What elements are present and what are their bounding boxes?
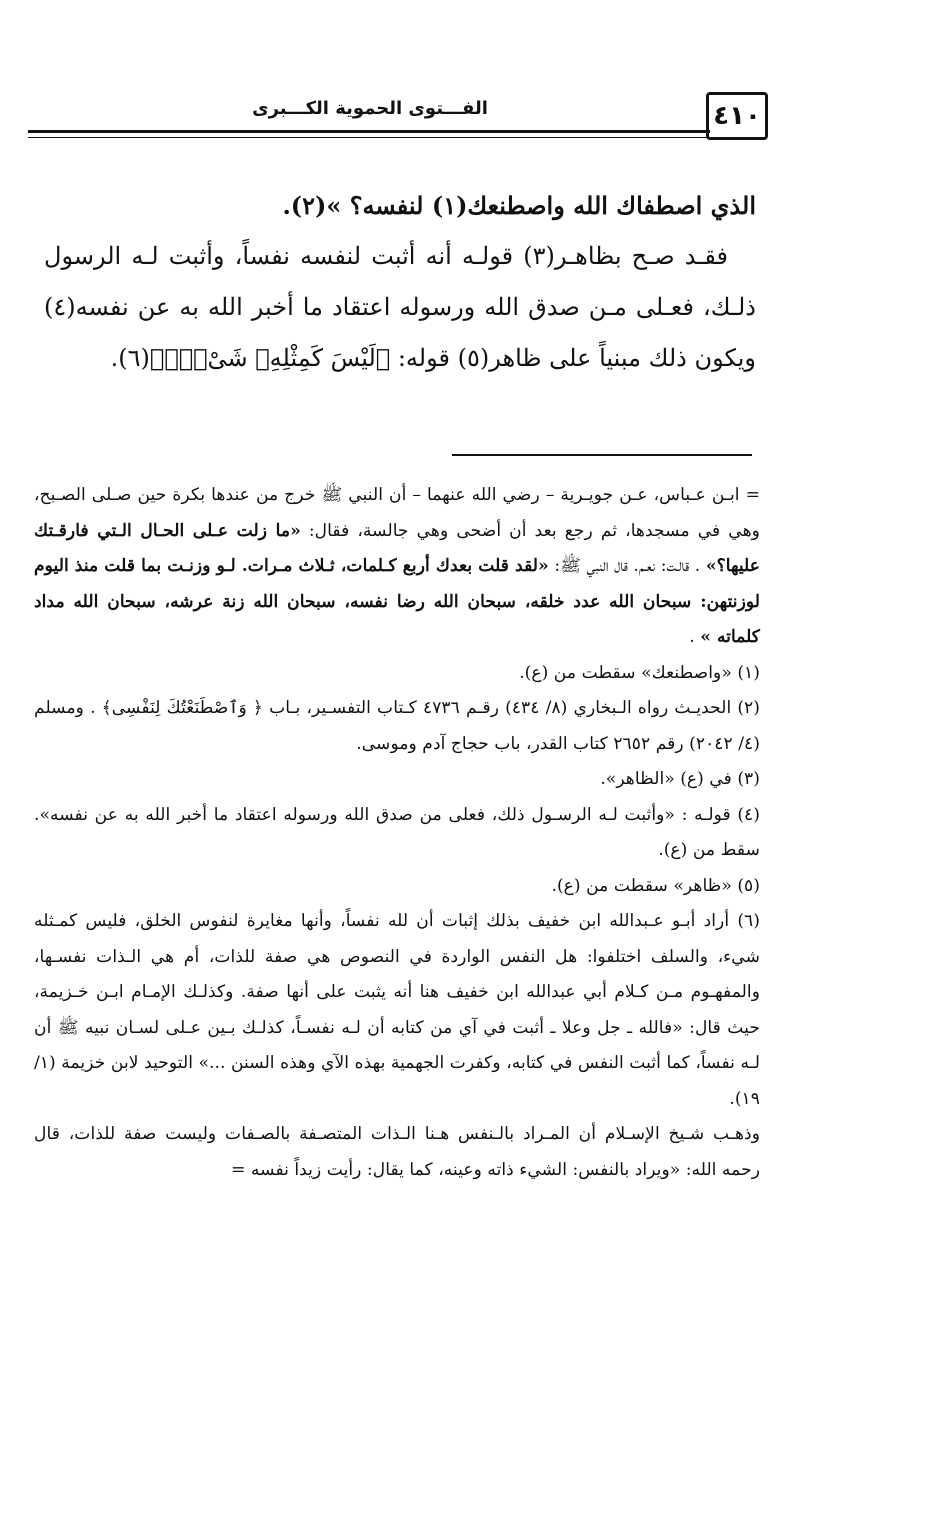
footnote-4: (٤) قولـه : «وأثبت لـه الرسـول ذلك، فعلى من صدق الله ورسوله اعتقاد ما أخبر الله به عن نفسه». سقط من (ع). (34, 804, 760, 860)
footnote-continuation-text-2: . قالـت: نعـم. قال النبي ﷺ: (548, 556, 706, 576)
page-number: ٤١٠ (706, 92, 768, 140)
footnote-1: (١) «واصطنعك» سقطت من (ع). (519, 662, 760, 683)
footnote-3: (٣) في (ع) «الظاهر». (600, 769, 760, 789)
footnotes (34, 478, 760, 1188)
footnote-continuation-quote-2: «لقد قلت بعدك أربع كـلمات، ثـلاث مـرات. لـو وزنـت بما قلت منذ اليوم لوزنتهن: سبحان الله عدد خلقه، سبحان الله رضا نفسه، سبحان الله زنة عرشه، سبحان الله مداد كلماته » (34, 556, 760, 647)
main-paragraph-2: فقـد صـح بظاهـر(٣) قولـه أنه أثبت لنفسه نفساً، وأثبت لـه الرسول ذلـك، فعـلى مـن صدق الله ورسوله اعتقاد ما أخبر الله به عن نفسه(٤) ويكون ذلك مبنياً على ظاهر(٥) قوله: ﴿لَيْسَ كَمِثْلِهِۦ شَىْءٌۭ﴾(٦). (44, 242, 756, 372)
main-text (44, 180, 756, 384)
header-rule-thick (28, 130, 710, 133)
footnote-continuation-quote-1: «ما زلت عـلى الحـال الـتي فارقـتك عليها؟» (34, 520, 760, 576)
footnote-5: (٥) «ظاهر» سقطت من (ع). (551, 875, 760, 896)
footnote-separator (452, 454, 752, 456)
footnote-continuation-text-3: . (689, 627, 701, 647)
header-rule-thin (28, 137, 710, 138)
page-header (28, 92, 768, 150)
running-title: الفـــتوى الحموية الكـــبرى (252, 98, 488, 119)
footnote-continuation (34, 478, 760, 656)
footnote-6: (٦) أراد أبـو عـبدالله ابن خفيف بذلك إثبات أن لله نفساً، وأنها مغايرة لنفوس الخلق، فليس كمـثله شيء، والسلف اختلفوا: هل النفس الواردة في النصوص هي صفة للذات، أم هي الـذات نفسـها، والمفهـوم مـن كـلام أبي عبدالله ابن خفيف هنا أنه يثبت على أنها صفة. وكذلـك الإمـام ابـن خـزيمة، حيث قال: «فالله ـ جل وعلا ـ أثبت في آي من كتابه أن لـه نفسـاً، كذلـك بـين عـلى لسـان نبيه ﷺ أن لـه نفساً، كما أثبت النفس في كتابه، وكفرت الجهمية بهذه الآي وهذه السنن ...» التوحيد لابن خزيمة (١/ ١٩). (34, 911, 760, 1109)
footnote-6-continued: وذهـب شـيخ الإسـلام أن المـراد بالـنفس هـنا الـذات المتصـفة بالصـفات وليست صفة للذات، قال رحمه الله: «ويراد بالنفس: الشيء ذاته وعينه، كما يقال: رأيت زيداً نفسه = (34, 1124, 760, 1180)
footnote-2: (٢) الحديـث رواه الـبخاري (٨/ ٤٣٤) رقـم ٤٧٣٦ كـتاب التفسـير، بـاب ﴿ وَٱصْطَنَعْتُكَ لِنَفْسِى﴾ . ومسلم (٤/ ٢٠٤٢) رقم ٢٦٥٢ كتاب القدر، باب حجاج آدم وموسى. (34, 698, 760, 754)
main-paragraph-1: الذي اصطفاك الله واصطنعك(١) لنفسه؟ »(٢). (282, 191, 756, 220)
footnote-continuation-text-1: = ابـن عـباس، عـن جويـرية – رضي الله عنهما – أن النبي ﷺ خرج من عندها بكرة حين صـلى الصـبح، وهي في مسجدها، ثم رجع بعد أن أضحى وهي جالسة، فقال: (34, 485, 760, 541)
